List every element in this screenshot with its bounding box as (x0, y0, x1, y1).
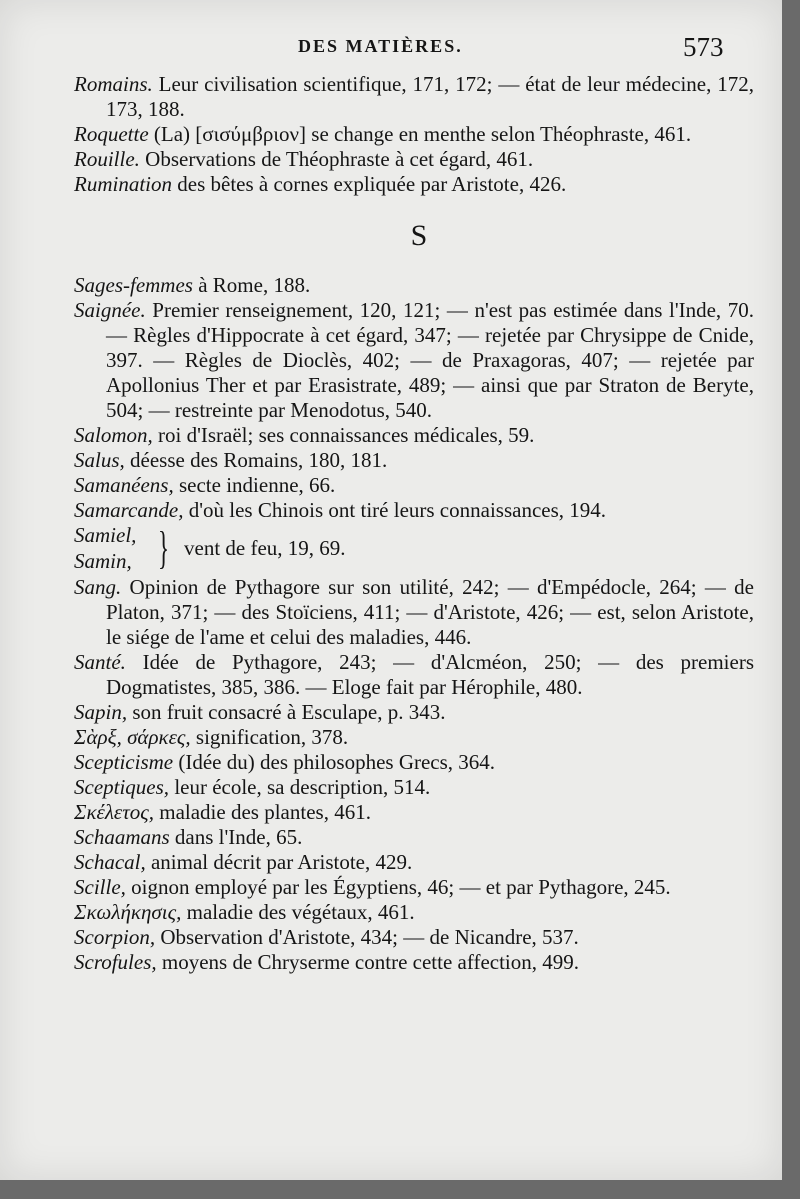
index-entry (74, 875, 754, 900)
index-entry (74, 575, 754, 650)
index-definition: son fruit consacré à Esculape, p. 343. (127, 700, 446, 724)
index-definition: Observations de Théophraste à cet égard, 461. (139, 147, 534, 171)
index-term: Scille, (74, 875, 126, 899)
index-entry (74, 900, 754, 925)
index-definition: des bêtes à cornes expliquée par Aristote, 426. (172, 172, 567, 196)
index-term: Salus, (74, 448, 125, 472)
index-definition: signification, 378. (190, 725, 349, 749)
index-entry (74, 850, 754, 875)
index-entry (74, 498, 754, 523)
index-definition: maladie des plantes, 461. (154, 800, 371, 824)
index-entry (74, 950, 754, 975)
index-entry (74, 800, 754, 825)
index-term: Samanéens, (74, 473, 174, 497)
index-definition: Opinion de Pythagore sur son utilité, 242; — d'Empédocle, 264; — de Platon, 371; — des Stoïciens, 411; — d'Aristote, 426; — est, selon Aristote, le siége de l'ame et celui des maladies, 446. (106, 575, 754, 649)
index-entry (74, 750, 754, 775)
index-definition: vent de feu, 19, 69. (184, 536, 346, 560)
index-definition: Observation d'Aristote, 434; — de Nicandre, 537. (155, 925, 579, 949)
index-term: Scrofules, (74, 950, 157, 974)
index-entries (74, 72, 754, 975)
index-term: Santé. (74, 650, 126, 674)
index-entry (74, 473, 754, 498)
index-definition: maladie des végétaux, 461. (181, 900, 415, 924)
index-term: Romains. (74, 72, 153, 96)
running-title: DES MATIÈRES. (298, 36, 463, 56)
index-term: Sages-femmes (74, 273, 193, 297)
index-entry (74, 725, 754, 750)
index-term: Samarcande, (74, 498, 184, 522)
index-entry (74, 448, 754, 473)
index-entry (74, 925, 754, 950)
index-term: Σὰρξ, σάρκες, (74, 725, 191, 749)
index-definition: Leur civilisation scientifique, 171, 172; — état de leur médecine, 172, 173, 188. (106, 72, 754, 121)
index-term: Rouille. (74, 147, 140, 171)
entries-r-section (74, 72, 754, 197)
page-number: 573 (683, 32, 724, 62)
index-definition: dans l'Inde, 65. (169, 825, 303, 849)
index-definition: (Idée du) des philosophes Grecs, 364. (173, 750, 496, 774)
index-term: Schacal, (74, 850, 146, 874)
index-term: Scorpion, (74, 925, 156, 949)
index-entry (74, 825, 754, 850)
index-entry (74, 423, 754, 448)
index-entry (74, 298, 754, 423)
index-entry (74, 775, 754, 800)
index-definition: roi d'Israël; ses connaissances médicales, 59. (152, 423, 535, 447)
page-header (0, 32, 782, 76)
index-term: Sapin, (74, 700, 128, 724)
index-term: Schaamans (74, 825, 170, 849)
index-entry (74, 172, 754, 197)
index-entry (74, 72, 754, 122)
index-term: Saignée. (74, 298, 146, 322)
index-definition: à Rome, 188. (192, 273, 311, 297)
index-entry (74, 147, 754, 172)
index-definition: déesse des Romains, 180, 181. (124, 448, 388, 472)
index-definition: Idée de Pythagore, 243; — d'Alcméon, 250; — des premiers Dogmatistes, 385, 386. — Eloge fait par Hérophile, 480. (106, 650, 754, 699)
index-definition: moyens de Chryserme contre cette affection, 499. (156, 950, 580, 974)
index-definition: d'où les Chinois ont tiré leurs connaissances, 194. (183, 498, 607, 522)
index-term: Σκωλήκησις, (74, 900, 182, 924)
index-term: Roquette (74, 122, 149, 146)
brace-glyph: } (158, 522, 170, 573)
index-definition: Premier renseignement, 120, 121; — n'est pas estimée dans l'Inde, 70. — Règles d'Hippocrate à cet égard, 347; — rejetée par Chrysippe de Cnide, 397. — Règles de Dioclès, 402; — de Praxagoras, 407; — rejetée par Apollonius Ther et par Erasistrate, 489; — ainsi que par Straton de Beryte, 504; — restreinte par Menodotus, 540. (106, 298, 754, 422)
index-entry (74, 650, 754, 700)
index-definition: oignon employé par les Égyptiens, 46; — et par Pythagore, 245. (125, 875, 671, 899)
index-definition: leur école, sa description, 514. (169, 775, 431, 799)
index-term: Rumination (74, 172, 172, 196)
index-term: Sang. (74, 575, 122, 599)
index-definition: animal décrit par Aristote, 429. (145, 850, 413, 874)
entries-s-section (74, 273, 754, 523)
index-entry (74, 122, 754, 147)
index-entry (74, 700, 754, 725)
index-term: Σκέλετος, (74, 800, 154, 824)
index-term: Salomon, (74, 423, 153, 447)
index-definition: (La) [σισύμβριον] se change en menthe selon Théophraste, 461. (148, 122, 692, 146)
index-term: Sceptiques, (74, 775, 170, 799)
entries-s-continued (74, 575, 754, 975)
index-definition: secte indienne, 66. (173, 473, 336, 497)
index-term: Samin, (74, 549, 132, 573)
brace-entry (74, 523, 754, 575)
index-term: Scepticisme (74, 750, 174, 774)
index-entry (74, 273, 754, 298)
section-letter: S (410, 219, 428, 252)
index-term: Samiel, (74, 523, 137, 547)
